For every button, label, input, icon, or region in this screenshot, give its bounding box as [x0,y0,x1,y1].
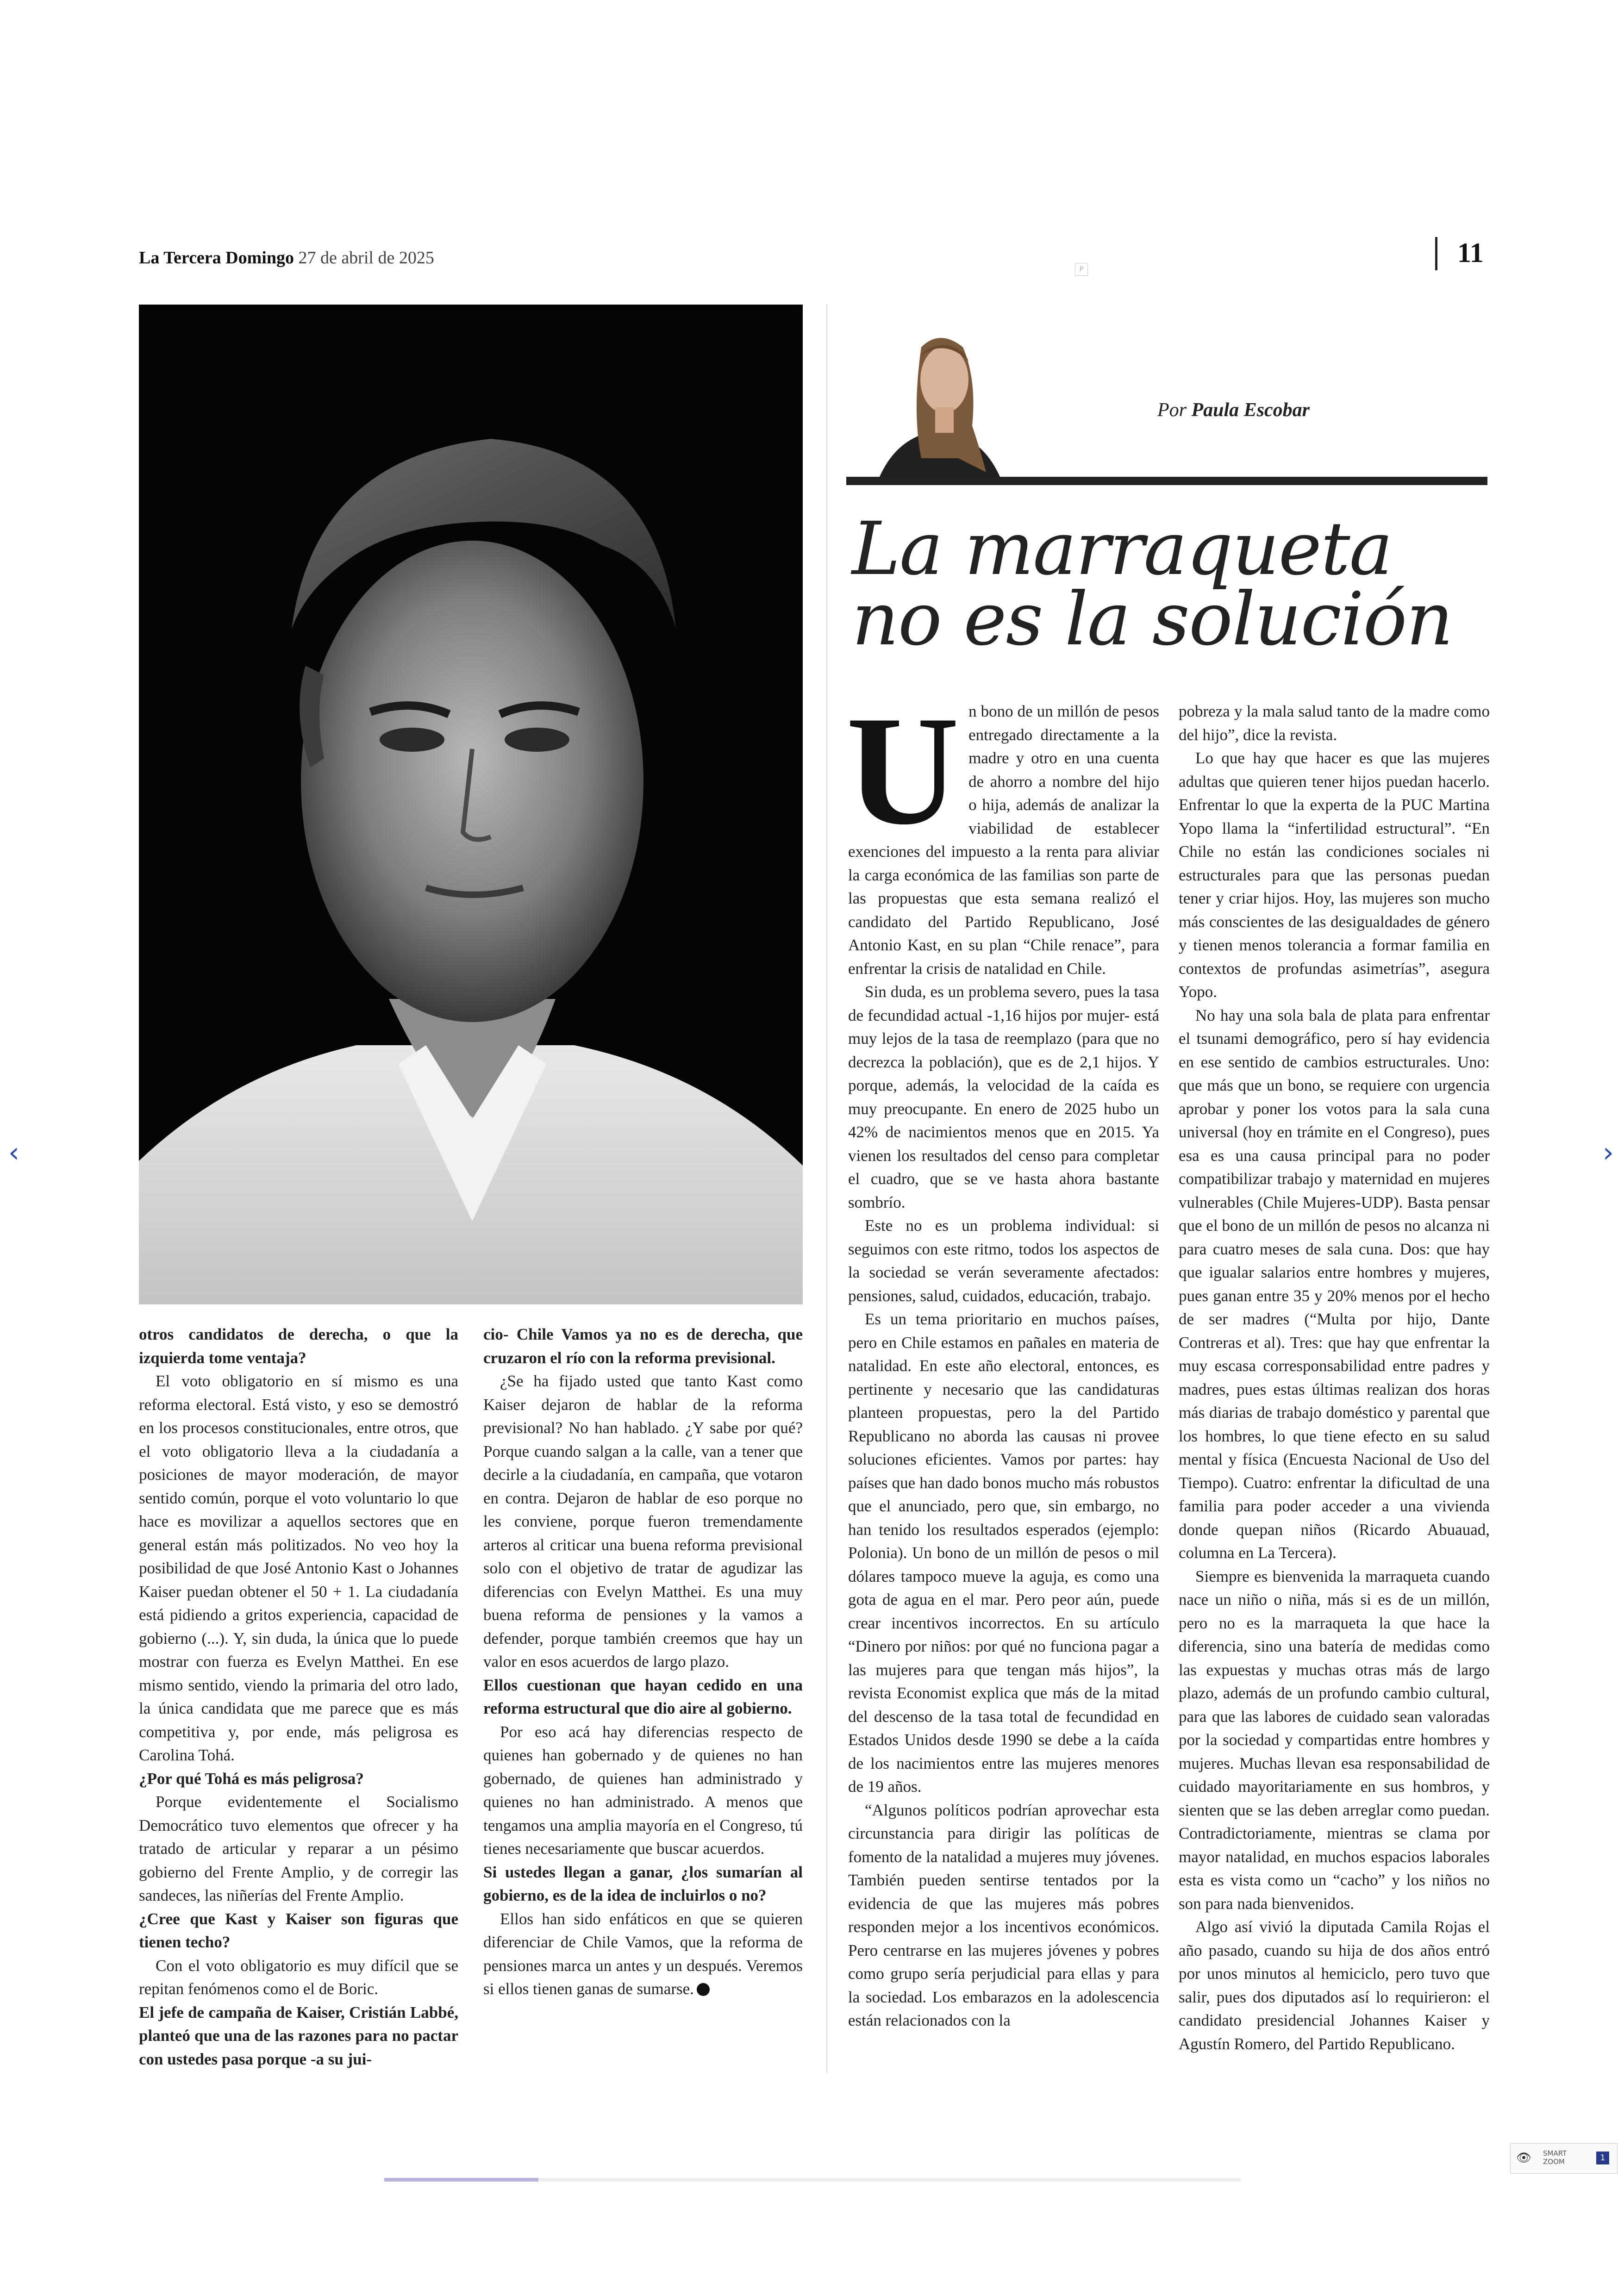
article-column-1 [846,684,1159,2033]
interview-question: Ellos cuestionan que hayan cedido en una reforma estructural que dio aire al gobierno. [483,1676,803,1717]
page-number-divider [1435,237,1437,270]
author-photo [870,319,1009,477]
chevron-left-icon[interactable]: ‹ [8,1136,19,1169]
interview-question: otros candidatos de derecha, o que la izquierda tome ventaja? [139,1325,458,1367]
reading-progress-fill [384,2178,538,2182]
header-rule [846,477,1487,485]
publication-date: 27 de abril de 2025 [298,248,434,268]
page-marker-icon: P [1075,263,1088,276]
paragraph: Ellos han sido enfáticos en que se quieren diferenciar de Chile Vamos, que la reforma de pensiones marca un antes y un después. Veremos si ellos tienen ganas de sumarse. [483,1909,803,1998]
interview-column-1 [139,1323,458,2071]
paragraph: Lo que hay que hacer es que las mujeres adultas que quieren tener hijos puedan hacerlo. Enfrentar lo que la experta de la PUC Martina Yopo llama la “infertilidad estructural”. “En Chile no están las condiciones sociales ni estructurales para que las personas puedan tener y criar hijos. Hoy, las mujeres son mucho más conscientes de las desigualdades de género y tienen menos tolerancia a formar familia en contextos de profundas asimetrías”, asegura Yopo. [1179,749,1490,1001]
chevron-right-icon[interactable]: › [1603,1136,1614,1169]
paragraph: ¿Se ha fijado usted que tanto Kast como Kaiser dejaron de hablar de la reforma previsional? No han hablado. ¿Y sabe por qué? Porque cuando salgan a la calle, van a tener que decirle a la ciudadanía, en campaña, que votaron en contra. Dejaron de hablar de eso porque no les conviene, porque fueron tremendamente arteros al criticar una buena reforma previsional solo con el objetivo de tratar de agudizar las diferencias con Evelyn Matthei. Es una muy buena reforma de pensiones y la vamos a defender, porque también creemos que hay un valor en esos acuerdos de largo plazo. [483,1372,803,1671]
paragraph: pobreza y la mala salud tanto de la madre como del hijo”, dice la revista. [1179,702,1490,744]
paragraph: El voto obligatorio en sí mismo es una reforma electoral. Está visto, y eso se demostró en los procesos constitucionales, entre otros, que el voto obligatorio lleva a la ciudadanía a posiciones de mayor moderación, de mayor sentido común, porque el voto voluntario lo que hace es movilizar a aquellos sectores que en general están más politizados. No veo hoy la posibilidad de que José Antonio Kast o Johannes Kaiser puedan obtener el 50 + 1. La ciudadanía está pidiendo a gritos experiencia, capacidad de gobierno (...). Y, sin duda, la única que lo puede mostrar con fuerza es Evelyn Matthei. En ese mismo sentido, viendo la primaria del otro lado, la única candidata que me parece que es más competitiva y, por ende, más peligrosa es Carolina Tohá. [139,1372,458,1764]
author-name: Paula Escobar [1191,399,1310,421]
paragraph: Porque evidentemente el Socialismo Democrático tuvo elementos que ofrecer y ha tratado de articular y reparar a un pésimo gobierno del Frente Amplio, y de corregir las sandeces, las niñerías del Frente Amplio. [139,1793,458,1904]
drop-cap: U [846,684,960,857]
eye-icon: 👁 [1516,2151,1532,2165]
interview-question: Si ustedes llegan a ganar, ¿los sumarían al gobierno, es de la idea de incluirlos o no? [483,1863,803,1904]
paragraph: Siempre es bienvenida la marraqueta cuando nace un niño o niña, más si es de un millón, pero no es la marraqueta la que hace la diferencia, sino una batería de medidas como las expuestas y muchas otras más de largo plazo, además de un profundo cambio cultural, para que las labores de cuidado sean valoradas por la sociedad y compartidas entre hombres y mujeres. Muchas llevan esa responsabilidad de cuidado mayoritariamente en sus hombros, y sienten que se las deben arreglar como puedan. Contradictoriamente, mientras se clama por mayor natalidad, en muchos espacios laborales esta es vista como un “cacho” y los niños no son para nada bienvenidos. [1179,1567,1490,1913]
article-column-2 [1179,700,1490,2056]
paragraph: Por eso acá hay diferencias respecto de quienes han gobernado y de quienes no han gobernado, de quienes han administrado y quienes no han administrado. A menos que tengamos una amplia mayoría en el Congreso, tú tienes necesariamente que buscar acuerdos. [483,1722,803,1858]
paragraph: Con el voto obligatorio es muy difícil que se repitan fenómenos como el de Boric. [139,1956,458,1998]
smart-zoom-badge: 1 [1596,2152,1609,2164]
paragraph: No hay una sola bala de plata para enfrentar el tsunami demográfico, pero sí hay evidencia en ese sentido de cambios estructurales. Uno: que más que un bono, se requiere con urgencia aprobar y poner los votos para la sala cuna universal (hoy en trámite en el Congreso), pues esa es una causa principal para no poder compatibilizar trabajo y maternidad en mujeres vulnerables (Chile Mujeres-UDP). Basta pensar que el bono de un millón de pesos no alcanza ni para cuatro meses de sala cuna. Dos: que hay que igualar salarios entre hombres y mujeres, pues ganan entre 35 y 20% menos por el hecho de ser madres (“Multa por hijo, Dante Contreras et al). Tres: que hay que enfrentar la muy escasa corresponsabilidad entre padres y madres, pues estas últimas realizan dos horas más diarias de trabajo doméstico y parental que los hombres, lo que tiene efecto en su salud mental y física (Encuesta Nacional de Uso del Tiempo). Cuatro: enfrentar la dificultad de una familia para poder acceder a una vivienda donde quepan niños (Ricardo Abuauad, columna en La Tercera). [1179,1006,1490,1562]
byline [1157,399,1310,421]
headline-line-1: La marraqueta [852,506,1392,592]
byline-prefix: Por [1157,399,1187,421]
interview-question: El jefe de campaña de Kaiser, Cristián Labbé, planteó que una de las razones para no pactar con ustedes pasa porque -a su jui- [139,2003,458,2068]
headline-line-2: no es la solución [852,577,1453,662]
interview-question: ¿Cree que Kast y Kaiser son figuras que tienen techo? [139,1909,458,1951]
publication-name: La Tercera Domingo [139,248,294,268]
smart-zoom-label: SMART ZOOM [1543,2149,1567,2166]
paragraph: “Algunos políticos podrían aprovechar esta circunstancia para dirigir las políticas de fomento de la natalidad a mujeres muy jóvenes. También pueden sentirse tentados por la evidencia de que las mujeres más pobres responden mejor a los incentivos económicos. Pero centrarse en las mujeres jóvenes y pobres como grupo sería perjudicial para ellas y para la sociedad. Los embarazos en la adolescencia están relacionados con la [848,1801,1159,2029]
interview-question: ¿Por qué Tohá es más peligrosa? [139,1769,364,1788]
paragraph: Es un tema prioritario en muchos países, pero en Chile estamos en pañales en materia de natalidad. En este año electoral, entonces, es pertinente y necesario que las candidaturas planteen propuestas, pero la del Partido Republicano no aborda las causas ni provee soluciones eficientes. Vamos por partes: hay países que han dado bonos mucho más robustos que el anunciado, pero que, sin embargo, no han tenido los resultados esperados (ejemplo: Polonia). Un bono de un millón de pesos o mil dólares tampoco mueve la aguja, es como una gota de agua en el mar. Pero peor aún, puede crear incentivos incorrectos. En su artículo “Dinero por niños: por qué no funciona pagar a las mujeres para que tengan más hijos”, la revista Economist explica que más de la mitad del descenso de la tasa total de fecundidad en Estados Unidos desde 1990 se debe a la caída de los nacimientos entre las mujeres menores de 19 años. [848,1310,1159,1796]
masthead [139,248,434,268]
page-number: 11 [1457,237,1484,268]
column-divider [826,305,827,2073]
paragraph: Sin duda, es un problema severo, pues la tasa de fecundidad actual -1,16 hijos por mujer- está muy lejos de la tasa de reemplazo (para que no decrezca la población), que es de 2,1 hijos. Y porque, además, la velocidad de la caída es muy preocupante. En enero de 2025 hubo un 42% de nacimientos menos que en 2015. Ya vienen los resultados del censo para completar el cuadro, que se ve hasta ahora bastante sombrío. [848,983,1159,1211]
paragraph: Algo así vivió la diputada Camila Rojas el año pasado, cuando su hija de dos años entró por unos minutos al hemiciclo, pero tuvo que salir, pues dos diputados así lo requirieron: el candidato presidencial Johannes Kaiser y Agustín Romero, del Partido Republicano. [1179,1918,1490,2053]
smart-zoom-button[interactable] [1510,2143,1618,2174]
headline [852,506,1477,662]
end-mark-icon [697,1983,710,1996]
paragraph: Este no es un problema individual: si seguimos con este ritmo, todos los aspectos de la sociedad se verán severamente afectados: pensiones, salud, cuidados, educación, trabajo. [848,1216,1159,1305]
interview-question: cio- Chile Vamos ya no es de derecha, que cruzaron el río con la reforma previsional. [483,1325,803,1367]
paragraph: n bono de un millón de pesos entregado directamente a la madre y otro en una cuenta de ahorro a nombre del hijo o hija, además de analizar la viabilidad de establecer exenciones del impuesto a la renta para aliviar la carga económica de las familias son parte de las propuestas que esta semana realizó el candidato del Partido Republicano, José Antonio Kast, en su plan “Chile renace”, para enfrentar la crisis de natalidad en Chile. [848,702,1159,978]
interview-column-2 [483,1323,803,2001]
interviewee-portrait [139,305,803,1304]
